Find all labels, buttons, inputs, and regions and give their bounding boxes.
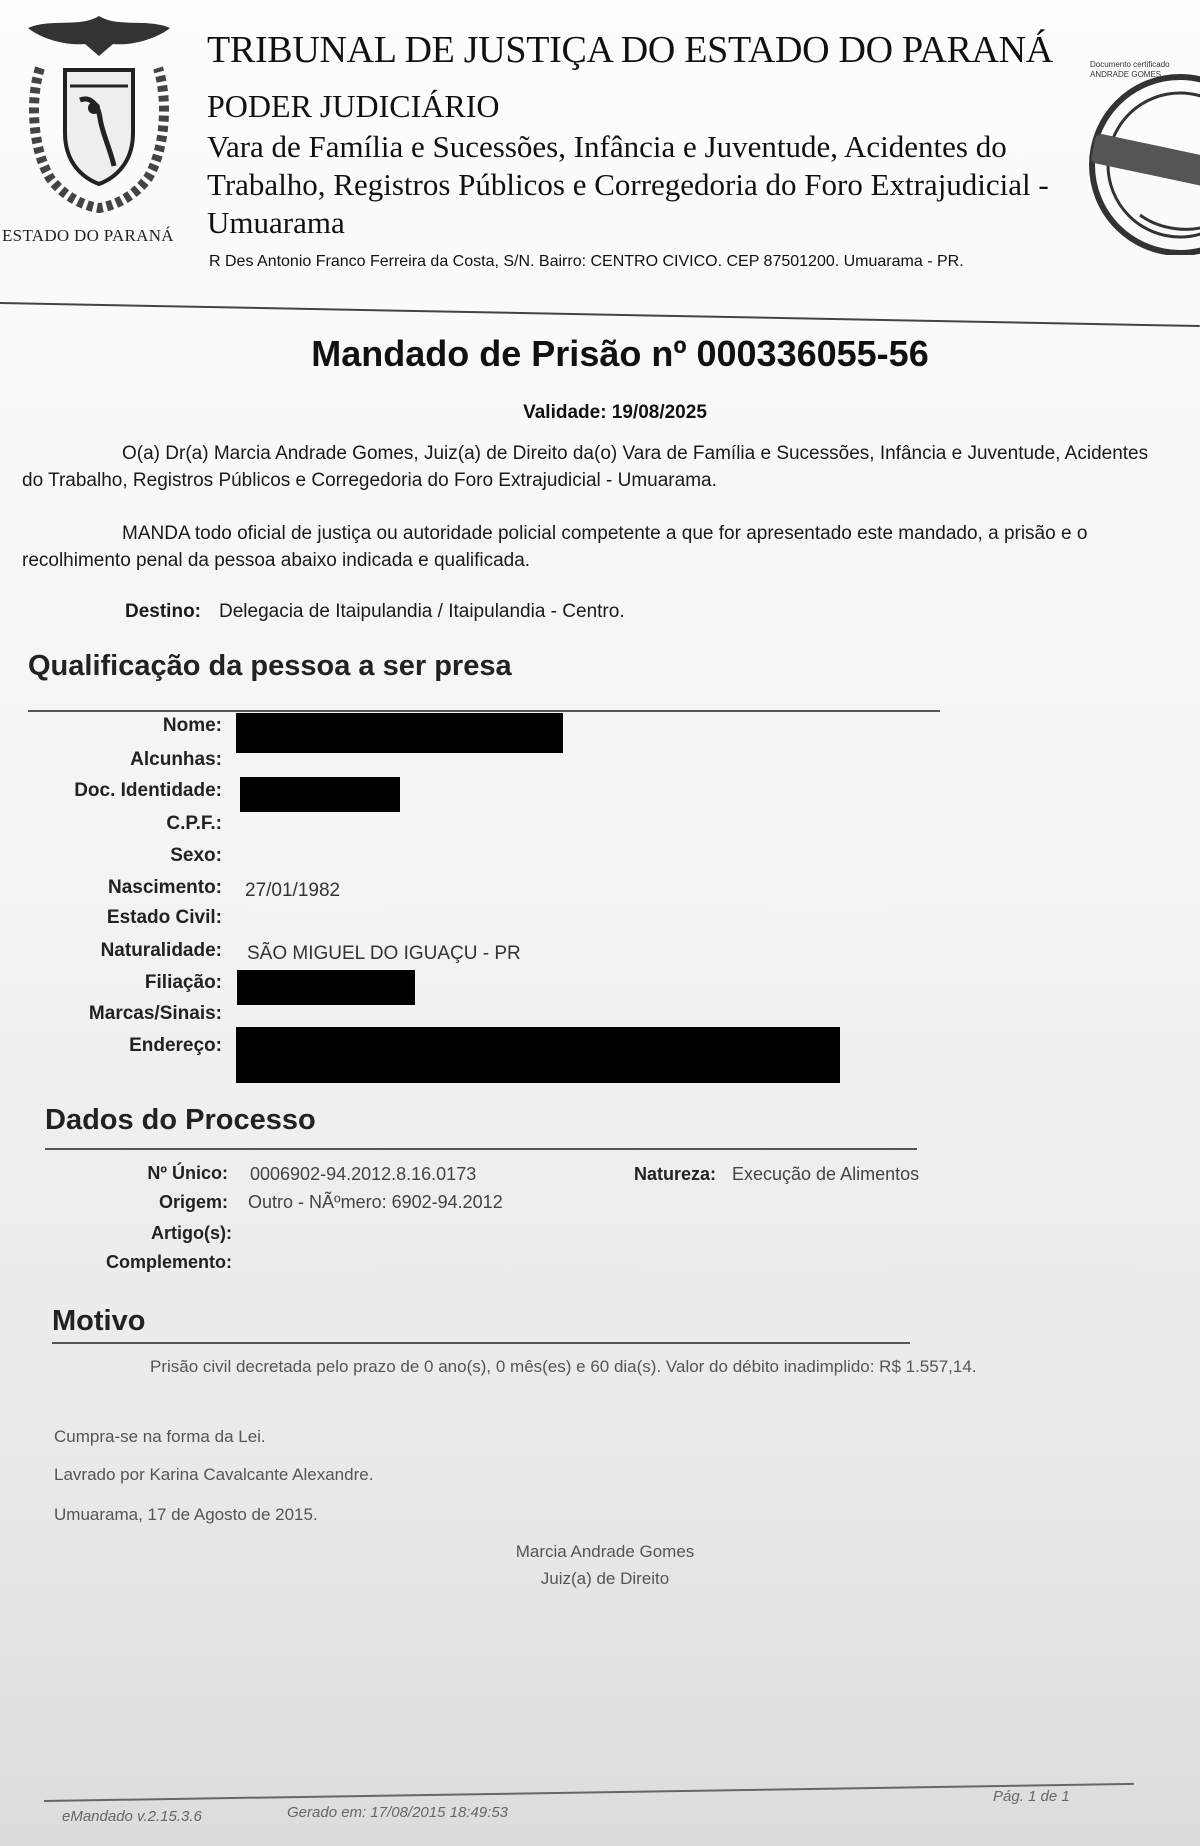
- field-name: [0, 715, 222, 741]
- state-crest-icon: [10, 8, 188, 218]
- field-birth: [0, 877, 222, 903]
- court-division: Vara de Família e Sucessões, Infância e Juventude, Acidentes do Trabalho, Registros Públicos e Corregedoria do Foro Extrajudicial - Umuarama: [207, 129, 1049, 240]
- reason-drafted-by: Lavrado por Karina Cavalcante Alexandre.: [54, 1465, 374, 1484]
- field-id-document: [0, 780, 222, 806]
- warrant-validity: Validade: 19/08/2025: [523, 402, 707, 423]
- name-label: Nome:: [162, 715, 222, 736]
- aliases-label: Alcunhas:: [130, 749, 222, 770]
- judge-title: Juiz(a) de Direito: [540, 1569, 670, 1588]
- seal-caption: Documento certificado ANDRADE GOMES: [1090, 60, 1170, 79]
- nature-label: Natureza:: [633, 1164, 716, 1184]
- field-sex: [0, 845, 222, 871]
- judge-paragraph: O(a) Dr(a) Marcia Andrade Gomes, Juiz(a) de Direito da(o) Vara de Família e Sucessões, Infância e Juventude, Acidentes do Trabalho, Registros Públicos e Corregedoria do Foro Extrajudicial - Umuarama.: [22, 443, 1149, 491]
- person-section-divider: [28, 710, 940, 712]
- articles-label: Artigo(s):: [151, 1223, 232, 1243]
- process-section-divider: [45, 1148, 917, 1150]
- field-birthplace: [0, 940, 222, 966]
- person-section-title: Qualificação da pessoa a ser presa: [28, 650, 512, 682]
- birthplace-label: Naturalidade:: [100, 940, 222, 961]
- redacted-address: [236, 1027, 840, 1083]
- judiciary-power: PODER JUDICIÁRIO: [207, 88, 500, 124]
- field-address: [0, 1035, 222, 1061]
- redacted-parents: [237, 970, 415, 1005]
- complement-label: Complemento:: [106, 1252, 232, 1272]
- field-origin: [0, 1192, 228, 1216]
- footer-version: eMandado v.2.15.3.6: [62, 1808, 202, 1825]
- footer-generated: Gerado em: 17/08/2015 18:49:53: [287, 1804, 509, 1821]
- footer-divider: [44, 1783, 1134, 1802]
- field-civil-status: [0, 907, 222, 933]
- birthplace-value: SÃO MIGUEL DO IGUAÇU - PR: [247, 943, 521, 964]
- field-marks: [0, 1003, 222, 1029]
- field-cpf: [0, 813, 222, 839]
- origin-label: Origem:: [158, 1192, 228, 1212]
- sex-label: Sexo:: [170, 845, 222, 866]
- reason-compliance: Cumpra-se na forma da Lei.: [54, 1427, 266, 1446]
- field-parents: [0, 972, 222, 998]
- destination-row: [125, 598, 625, 625]
- redacted-name: [236, 713, 563, 753]
- field-articles: [0, 1223, 232, 1247]
- court-name: TRIBUNAL DE JUSTIÇA DO ESTADO DO PARANÁ: [207, 29, 1053, 71]
- process-section-title: Dados do Processo: [45, 1104, 316, 1136]
- reason-section-title: Motivo: [52, 1305, 146, 1337]
- civil-status-label: Estado Civil:: [106, 907, 222, 928]
- id-label: Doc. Identidade:: [74, 780, 222, 801]
- crest-caption: ESTADO DO PARANÁ: [2, 226, 174, 245]
- official-seal-icon: [1080, 55, 1200, 255]
- order-paragraph: MANDA todo oficial de justiça ou autoridade policial competente a que for apresentado este mandado, a prisão e o recolhimento penal da pessoa abaixo indicada e qualificada.: [22, 523, 1088, 571]
- court-address: R Des Antonio Franco Ferreira da Costa, S/N. Bairro: CENTRO CIVICO. CEP 87501200. Umuarama - PR.: [209, 253, 964, 270]
- parents-label: Filiação:: [144, 972, 222, 993]
- marks-label: Marcas/Sinais:: [88, 1003, 222, 1024]
- warrant-title: Mandado de Prisão nº 000336055-56: [311, 333, 929, 374]
- reason-section-divider: [52, 1342, 910, 1344]
- header-divider: [0, 302, 1200, 327]
- birth-label: Nascimento:: [107, 877, 222, 898]
- process-number-value: 0006902-94.2012.8.16.0173: [250, 1164, 477, 1184]
- process-number-label: Nº Único:: [147, 1163, 228, 1183]
- origin-value: Outro - NÃºmero: 6902-94.2012: [248, 1192, 503, 1212]
- redacted-id: [240, 777, 400, 812]
- field-nature: [0, 1164, 716, 1188]
- cpf-label: C.P.F.:: [166, 813, 222, 834]
- footer-page: Pág. 1 de 1: [993, 1788, 1070, 1805]
- nature-value: Execução de Alimentos: [732, 1164, 920, 1184]
- destination-label: Destino:: [125, 601, 201, 622]
- place-date: Umuarama, 17 de Agosto de 2015.: [54, 1505, 318, 1524]
- judge-name: Marcia Andrade Gomes: [515, 1542, 695, 1561]
- reason-text: Prisão civil decretada pelo prazo de 0 ano(s), 0 mês(es) e 60 dia(s). Valor do débito inadimplido: R$ 1.557,14.: [150, 1357, 977, 1376]
- address-label: Endereço:: [129, 1035, 222, 1056]
- destination-value: Delegacia de Itaipulandia / Itaipulandia - Centro.: [219, 601, 625, 622]
- field-complement: [0, 1252, 232, 1276]
- birth-value: 27/01/1982: [245, 880, 341, 901]
- field-aliases: [0, 749, 222, 775]
